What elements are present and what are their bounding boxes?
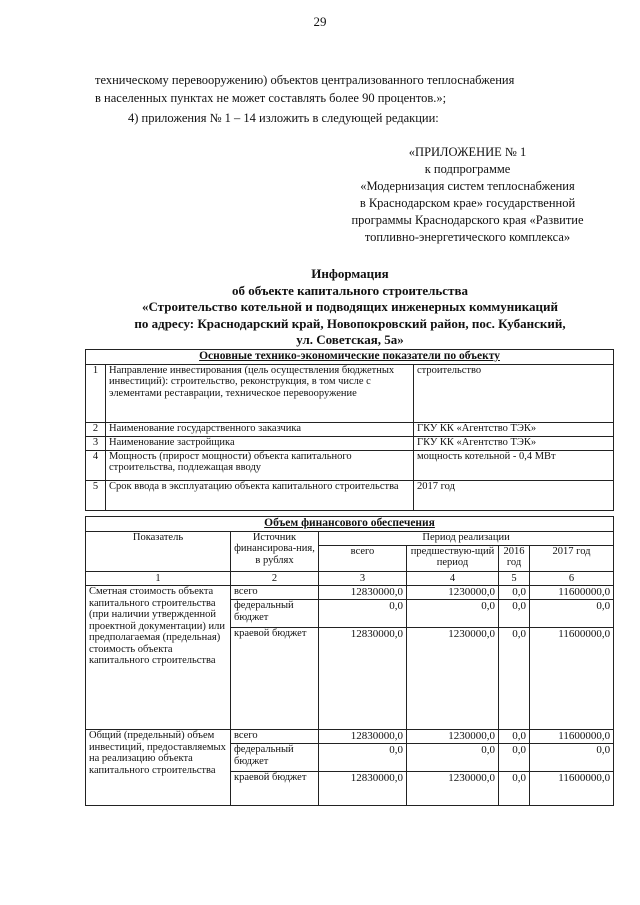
indicators-header: Основные технико-экономические показатели по объекту — [86, 350, 614, 365]
indicator-value: строительство — [414, 364, 614, 422]
appendix-heading — [300, 144, 635, 246]
y2017-cell: 0,0 — [530, 744, 614, 772]
col-source-header: Источник финансирова-ния, в рублях — [231, 531, 319, 571]
row-number: 3 — [86, 436, 106, 450]
y2016-cell: 0,0 — [499, 730, 530, 744]
total-cell: 0,0 — [319, 600, 407, 628]
col-2016-header: 2016 год — [499, 545, 530, 571]
indicator-label: Направление инвестирования (цель осуществления бюджетных инвестиций): строительство, реконструкция, в том числе с элементами реставрации, техническое перевооружение — [106, 364, 414, 422]
previous-cell: 0,0 — [407, 600, 499, 628]
source-cell: федеральный бюджет — [231, 744, 319, 772]
title-line-1: Информация — [311, 266, 389, 281]
column-number: 1 — [86, 571, 231, 586]
col-total-header: всего — [319, 545, 407, 571]
finance-header: Объем финансового обеспечения — [86, 517, 614, 532]
column-number: 5 — [499, 571, 530, 586]
indicators-table — [85, 349, 614, 511]
y2016-cell: 0,0 — [499, 600, 530, 628]
previous-cell: 1230000,0 — [407, 586, 499, 600]
indicator-label: Наименование государственного заказчика — [106, 422, 414, 436]
indicator-label: Мощность (прирост мощности) объекта капитального строительства, подлежащая вводу — [106, 450, 414, 480]
col-indicator-header: Показатель — [86, 531, 231, 571]
y2016-cell: 0,0 — [499, 586, 530, 600]
appendix-line-5: программы Краснодарского края «Развитие — [351, 213, 584, 227]
previous-cell: 1230000,0 — [407, 730, 499, 744]
source-cell: федеральный бюджет — [231, 600, 319, 628]
source-cell: всего — [231, 586, 319, 600]
source-cell: всего — [231, 730, 319, 744]
page-number: 29 — [313, 14, 327, 29]
y2017-cell: 11600000,0 — [530, 586, 614, 600]
intro-line-1: техническому перевооружению) объектов централизованного теплоснабжения — [95, 73, 515, 87]
y2016-cell: 0,0 — [499, 744, 530, 772]
y2017-cell: 11600000,0 — [530, 772, 614, 806]
appendix-line-1: «ПРИЛОЖЕНИЕ № 1 — [408, 145, 527, 159]
source-cell: краевой бюджет — [231, 772, 319, 806]
col-2017-header: 2017 год — [530, 545, 614, 571]
total-cell: 0,0 — [319, 744, 407, 772]
indicator-value: ГКУ КК «Агентство ТЭК» — [414, 422, 614, 436]
y2017-cell: 11600000,0 — [530, 730, 614, 744]
title-line-3: «Строительство котельной и подводящих инженерных коммуникаций — [141, 299, 559, 314]
table-row — [86, 450, 614, 480]
title-line-5: ул. Советская, 5а» — [296, 332, 404, 347]
total-cell: 12830000,0 — [319, 772, 407, 806]
intro-line-2: в населенных пунктах не может составлять более 90 процентов.»; — [95, 91, 447, 105]
indicator-value: мощность котельной - 0,4 МВт — [414, 450, 614, 480]
finance-table — [85, 516, 614, 806]
previous-cell: 1230000,0 — [407, 772, 499, 806]
indicator-value: ГКУ КК «Агентство ТЭК» — [414, 436, 614, 450]
indicator-label: Срок ввода в эксплуатацию объекта капитального строительства — [106, 480, 414, 510]
table-row — [86, 480, 614, 510]
y2016-cell: 0,0 — [499, 772, 530, 806]
previous-cell: 1230000,0 — [407, 628, 499, 730]
total-cell: 12830000,0 — [319, 628, 407, 730]
y2017-cell: 11600000,0 — [530, 628, 614, 730]
col-period-header: Период реализации — [319, 531, 614, 545]
title-line-4: по адресу: Краснодарский край, Новопокровский район, пос. Кубанский, — [134, 315, 566, 331]
indicator-value: 2017 год — [414, 480, 614, 510]
row-number: 5 — [86, 480, 106, 510]
table-row — [86, 364, 614, 422]
row-number: 1 — [86, 364, 106, 422]
column-number: 3 — [319, 571, 407, 586]
total-cell: 12830000,0 — [319, 730, 407, 744]
column-number-row — [86, 571, 614, 586]
col-previous-header: предшествую-щий период — [407, 545, 499, 571]
group-label: Общий (предельный) объем инвестиций, предоставляемых на реализацию объекта капитального строительства — [86, 730, 231, 806]
table-row — [86, 586, 614, 600]
y2016-cell: 0,0 — [499, 628, 530, 730]
indicator-label: Наименование застройщика — [106, 436, 414, 450]
appendix-line-3: «Модернизация систем теплоснабжения — [360, 179, 575, 193]
table-row — [86, 422, 614, 436]
appendix-line-2: к подпрограмме — [424, 162, 511, 176]
column-number: 2 — [231, 571, 319, 586]
column-number: 4 — [407, 571, 499, 586]
previous-cell: 0,0 — [407, 744, 499, 772]
document-title — [60, 266, 640, 349]
table-row — [86, 730, 614, 744]
intro-line-3: 4) приложения № 1 – 14 изложить в следующей редакции: — [128, 111, 439, 125]
table-row — [86, 436, 614, 450]
title-line-2: об объекте капитального строительства — [232, 282, 468, 298]
row-number: 2 — [86, 422, 106, 436]
column-number: 6 — [530, 571, 614, 586]
appendix-line-6: топливно-энергетического комплекса» — [364, 230, 571, 244]
row-number: 4 — [86, 450, 106, 480]
total-cell: 12830000,0 — [319, 586, 407, 600]
y2017-cell: 0,0 — [530, 600, 614, 628]
group-label: Сметная стоимость объекта капитального строительства (при наличии утвержденной проектной документации) или предполагаемая (предельная) стоимость объекта капитального строительства — [86, 586, 231, 730]
appendix-line-4: в Краснодарском крае» государственной — [359, 196, 576, 210]
source-cell: краевой бюджет — [231, 628, 319, 730]
